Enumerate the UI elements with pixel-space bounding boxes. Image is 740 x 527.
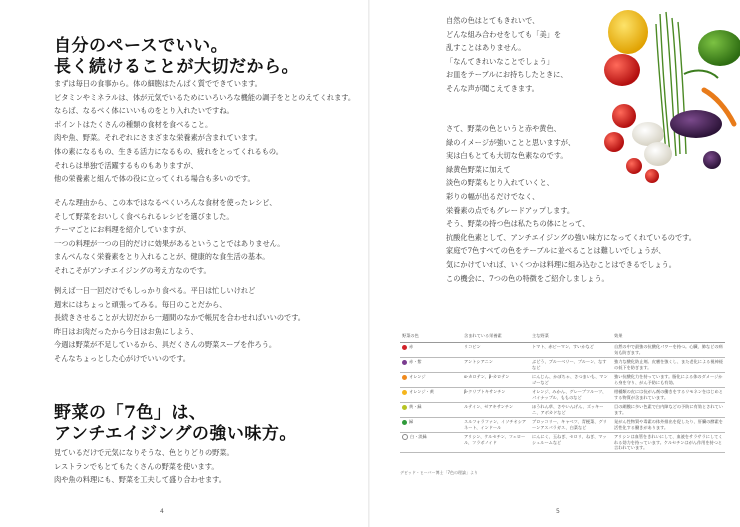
table-header: 主な野菜 <box>530 330 612 343</box>
color-dot-icon <box>402 345 407 350</box>
table-row <box>400 388 725 403</box>
table-header: 効果 <box>612 330 725 343</box>
color-dot-icon <box>402 375 407 380</box>
color-name: 黄・緑 <box>409 404 422 409</box>
vegetables-cell: オレンジ、みかん、グレープフルーツ、パイナップル、もものなど <box>530 388 612 403</box>
color-dot-icon <box>402 405 407 410</box>
paragraph-daily-meals: まずは毎日の食事から。体の細胞はたんぱく質でできています。 ビタミンやミネラルは、体が元気でいるためにいろいろな機能の調子をととのえてくれます。 ならば、なるべく体にいいものをとり入れたいですね。 ポイントはたくさんの種類の食材を食べること。 肉や魚、野菜。それぞれにさまざまな栄養素が含まれています。 体の素になるもの、生きる活力になるもの、疲れをとってくれるもの。 それらは単独で活躍するものもありますが、 他の栄養素と組んで体の役に立ってくれる場合も多いのです。 <box>54 79 356 184</box>
table-header-row <box>400 330 725 343</box>
color-cell <box>400 358 462 373</box>
heading-self-pace: 自分のペースでいい。 長く続けることが大切だから。 <box>54 36 299 77</box>
color-dot-icon <box>402 434 408 440</box>
vegetable-color-table <box>400 330 725 453</box>
table-header: 野菜の色 <box>400 330 462 343</box>
effect-cell: 柑橘類の皮には抗がん剤の働きをするリモネンをはじめとする物質が含まれています。 <box>612 388 725 403</box>
vegetables-cell: トマト、赤ピーマン、すいかなど <box>530 343 612 358</box>
color-cell <box>400 343 462 358</box>
effect-cell: 自然の中で最強の抗酸化パワーを持つ。心臓、肺などの病気も防ぎます。 <box>612 343 725 358</box>
table-source-note: デビッド・ヒーバー博士「7色の理論」より <box>400 470 479 475</box>
page-number-left: 4 <box>160 508 164 515</box>
table-row <box>400 418 725 433</box>
vegetables-cell: ぶどう、ブルーベリー、プルーン、なすなど <box>530 358 612 373</box>
green-pepper-shape <box>698 30 740 66</box>
paragraph-white-pigment: さて、野菜の色というと赤や黄色、 緑のイメージが強いことと思いますが、 実は白もとても大切な色素なのです。 緑黄色野菜に加えて 淡色の野菜もとり入れていくと、 彩りの幅が出るだけでなく、 栄養素の点でもグレードアップします。 そう、野菜の持つ色は私たちの体にとって、 抗酸化色素として、アンチエイジングの強い味方になってくれているのです。 家庭で7色すべての色をテーブルに並べることは難しいでしょうが、 気にかけていれば、いくつかは料理に組み込むことはできるでしょう。 この機会に、7つの色の特徴をご紹介しましょう。 <box>446 124 696 283</box>
color-cell <box>400 388 462 403</box>
purple-potato-shape <box>703 151 721 169</box>
nutrient-cell: ルテイン、ゼアキサンチン <box>462 403 530 418</box>
table-row <box>400 403 725 418</box>
vegetables-cell: にんにく、玉ねぎ、セロリ、ねぎ、マッシュルームなど <box>530 433 612 453</box>
leaf-shape <box>684 71 718 78</box>
color-dot-icon <box>402 360 407 365</box>
color-name: オレンジ <box>409 374 426 379</box>
table-row <box>400 433 725 453</box>
color-name: 緑 <box>409 419 414 424</box>
table-row <box>400 373 725 388</box>
paragraph-weekly-balance: 例えば一日一回だけでもしっかり食べる。平日は忙しいけれど 週末にはちょっと頑張ってみる。毎日のことだから、 長続きさせることが大切だから一週間のなかで帳尻を合わせればいいのです。 昨日はお肉だったから今日はお魚にしよう、 今週は野菜が不足しているから、具だくさんの野菜スープを作ろう。 そんなちょっとした心がけでいいのです。 <box>54 286 305 363</box>
color-name: 赤・紫 <box>409 359 422 364</box>
paragraph-natural-colors: 自然の色はとてもきれいで、 どんな組み合わせをしても「美」を 乱すことはありません。 「なんてきれいなことでしょう」 お皿をテーブルにお持ちしたときに、 そんな声が聞こえてきます。 <box>446 16 568 93</box>
vegetables-cell: ほうれん草、さやいんげん、ズッキーニ、アボカドなど <box>530 403 612 418</box>
color-name: 白・淡緑 <box>410 434 427 439</box>
effect-cell: 発がん性物質や毒素の体外排出を促したり、肝臓の酵素を活性化する働きがあります。 <box>612 418 725 433</box>
effect-cell: 目の網膜に多い色素で白内障などの予防に有効とされています。 <box>612 403 725 418</box>
effect-cell: 強力な酸化防止剤。皮膚を強くし、また老化による視神経の低下を防ぎます。 <box>612 358 725 373</box>
nutrient-cell: スルフォラファン、イソチオシアネート、インドール <box>462 418 530 433</box>
vegetables-cell: にんじん、かぼちゃ、さつまいも、マンゴーなど <box>530 373 612 388</box>
right-page <box>370 0 740 527</box>
nutrient-cell: α-カロテン、β-カロテン <box>462 373 530 388</box>
heading-seven-colors: 野菜の「7色」は、 アンチエイジングの強い味方。 <box>54 403 297 444</box>
color-name: 赤 <box>409 344 414 349</box>
color-cell <box>400 373 462 388</box>
red-tomato-shape <box>604 54 640 86</box>
nutrient-cell: リコピン <box>462 343 530 358</box>
nutrient-cell: β-クリプトキサンチン <box>462 388 530 403</box>
color-cell <box>400 418 462 433</box>
paragraph-colorful-vegetables: 見ているだけで元気になりそうな、色とりどりの野菜。 レストランでもとてもたくさんの野菜を使います。 肉や魚の料理にも、野菜を工夫して盛り合わせます。 <box>54 448 234 485</box>
color-dot-icon <box>402 390 407 395</box>
vegetables-cell: ブロッコリー、キャベツ、青梗菜、グリーンアスパラガス、白菜など <box>530 418 612 433</box>
effect-cell: アリシンは血管をきれいにして、血液をサラサラにしてくれる効力を持っています。ケルセチンはがん作用を持つと言われています。 <box>612 433 725 453</box>
effect-cell: 強い抗酸化力を持っています。脂化による体のダメージから身を守り、がん予防にも有効。 <box>612 373 725 388</box>
page-number-right: 5 <box>556 508 560 515</box>
yellow-pepper-shape <box>608 10 648 54</box>
nutrient-cell: アントシアニン <box>462 358 530 373</box>
color-dot-icon <box>402 420 407 425</box>
color-cell <box>400 403 462 418</box>
table-row <box>400 343 725 358</box>
table-header: 含まれている栄養素 <box>462 330 530 343</box>
color-name: オレンジ・黄 <box>409 389 434 394</box>
color-cell <box>400 433 462 453</box>
nutrient-cell: アリシン、ケルセチン、フェロール、フラボノイド <box>462 433 530 453</box>
paragraph-recipe-reason: そんな理由から、この本ではなるべくいろんな食材を使ったレシピ、 そして野菜をおいしく食べられるレシピを選びました。 テーマごとにお料理を紹介していますが、 一つの料理が一つの目的だけに効果があるということではありません。 まんべんなく栄養素をとり入れることが、健康的な食生活の基本。 それこそがアンチエイジングの考え方なのです。 <box>54 198 285 275</box>
table-row <box>400 358 725 373</box>
